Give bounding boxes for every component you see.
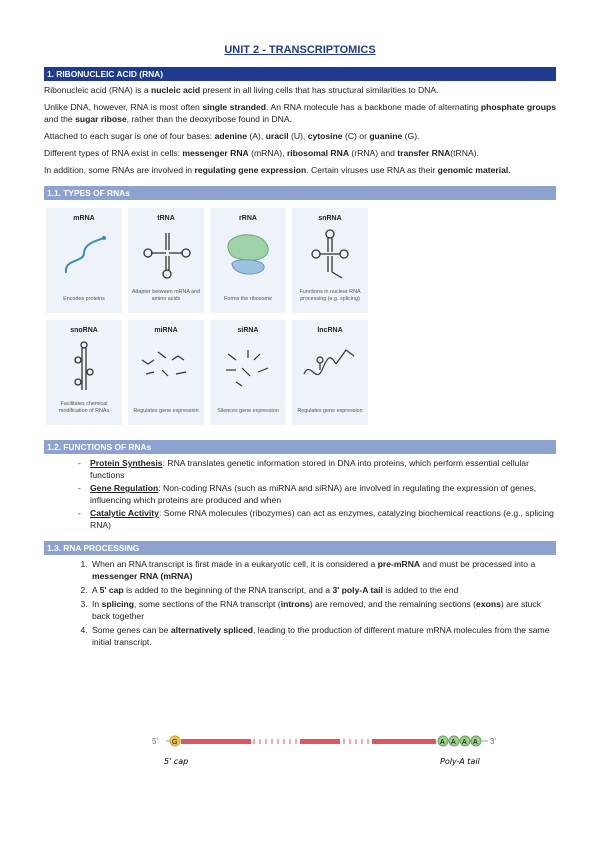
svg-text:A: A: [473, 739, 478, 746]
paragraph-rna-bases: Attached to each sugar is one of four bases: adenine (A), uracil (U), cytosine (C) or guanine (G).: [44, 131, 420, 141]
intron-segment: [344, 739, 368, 744]
rna-card-title: rRNA: [239, 215, 257, 222]
list-item: 2. A 5' cap is added to the beginning of the RNA transcript, and a 3' poly-A tail is added to the end: [90, 584, 556, 596]
section-heading-functions: 1.2. FUNCTIONS OF RNAs: [44, 440, 556, 454]
rna-card-title: snoRNA: [70, 327, 98, 334]
list-item: - Protein Synthesis: RNA translates genetic information stored in DNA into proteins, which perform essential cellular functions: [90, 457, 556, 481]
rna-card-rrna: [210, 208, 286, 313]
paragraph-rna-structure: Unlike DNA, however, RNA is most often single stranded. An RNA molecule has a backbone made of alternating phosphate groups and the sugar ribose, rather than the deoxyribose found in DNA.: [44, 102, 556, 124]
exon-segment: [300, 739, 340, 744]
list-item: 3. In splicing, some sections of the RNA transcript (introns) are removed, and the remaining sections (exons) are stuck back together: [90, 598, 556, 622]
section-heading-rna: 1. RIBONUCLEIC ACID (RNA): [44, 67, 556, 81]
rna-card-title: tRNA: [157, 215, 175, 222]
paragraph-rna-definition: Ribonucleic acid (RNA) is a nucleic acid present in all living cells that has structural similarities to DNA.: [44, 85, 439, 95]
rna-card-title: lncRNA: [317, 327, 343, 334]
mrna-strand: [150, 732, 510, 782]
sirna-icon: [218, 340, 278, 395]
rna-card-trna: [128, 208, 204, 313]
page-title: UNIT 2 - TRANSCRIPTOMICS: [224, 44, 376, 56]
paragraph-rna-regulation: In addition, some RNAs are involved in regulating gene expression. Certain viruses use RNA as their genomic material.: [44, 165, 511, 175]
rna-card-desc: Functions in nuclear RNA processing (e.g. splicing): [299, 289, 361, 302]
svg-text:A: A: [440, 739, 445, 746]
mrna-processing-diagram: [150, 732, 510, 784]
mirna-icon: [136, 340, 196, 395]
list-item: 1. When an RNA transcript is first made in a eukaryotic cell, it is considered a pre-mRNA and must be processed into a messenger RNA (mRNA): [90, 558, 556, 582]
poly-a-tail: [438, 736, 481, 746]
rna-types-figure: [46, 208, 556, 425]
rna-card-title: miRNA: [154, 327, 178, 334]
svg-text:A: A: [451, 739, 456, 746]
mrna-icon: [54, 228, 114, 283]
document-page: [44, 0, 556, 650]
rna-card-desc: Regulates gene expression: [133, 408, 199, 414]
section-heading-types: 1.1. TYPES OF RNAs: [44, 186, 556, 200]
processing-list: [44, 558, 556, 648]
rna-card-desc: Facilitates chemical modification of RNAs: [58, 401, 110, 414]
exon-segment: [181, 739, 251, 744]
section-heading-processing: 1.3. RNA PROCESSING: [44, 541, 556, 555]
list-item: - Catalytic Activity: Some RNA molecules (ribozymes) can act as enzymes, catalyzing biochemical reactions (e.g., splicing RNA): [90, 507, 556, 531]
ribosome-icon: [218, 228, 278, 283]
rna-card-title: siRNA: [237, 327, 259, 334]
rna-card-snorna: [46, 320, 122, 425]
rna-card-title: mRNA: [73, 215, 95, 222]
rna-card-desc: Regulates gene expression: [297, 408, 363, 414]
rna-card-snrna: [292, 208, 368, 313]
trna-icon: [136, 228, 196, 283]
tail-label: Poly-A tail: [440, 757, 480, 766]
snorna-icon: [54, 340, 114, 395]
intron-segment: [254, 739, 296, 744]
three-prime-label: 3': [490, 737, 496, 746]
list-item: 4. Some genes can be alternatively spliced, leading to the production of different mature mRNA molecules from the same initial transcript.: [90, 624, 556, 648]
rna-card-desc: Silences gene expression: [217, 408, 279, 414]
rna-card-desc: Forms the ribosome: [224, 296, 272, 302]
rna-card-mrna: [46, 208, 122, 313]
snrna-icon: [300, 228, 360, 283]
exon-segment: [372, 739, 436, 744]
rna-card-lncrna: [292, 320, 368, 425]
lncrna-icon: [300, 340, 360, 395]
cap-label: 5' cap: [164, 757, 189, 766]
five-prime-label: 5': [152, 737, 158, 746]
rna-card-desc: Adapter between mRNA and amino acids: [131, 289, 201, 302]
list-item: - Gene Regulation: Non-coding RNAs (such as miRNA and siRNA) are involved in regulating the expression of genes, influencing which proteins are produced and when: [90, 482, 556, 506]
rna-card-sirna: [210, 320, 286, 425]
rna-card-mirna: [128, 320, 204, 425]
svg-text:A: A: [462, 739, 467, 746]
paragraph-rna-types: Different types of RNA exist in cells: messenger RNA (mRNA), ribosomal RNA (rRNA) and transfer RNA(tRNA).: [44, 148, 479, 158]
functions-list: [44, 457, 556, 531]
cap-letter: G: [172, 739, 178, 746]
rna-card-desc: Encodes proteins: [63, 296, 105, 302]
rna-card-title: snRNA: [318, 215, 342, 222]
